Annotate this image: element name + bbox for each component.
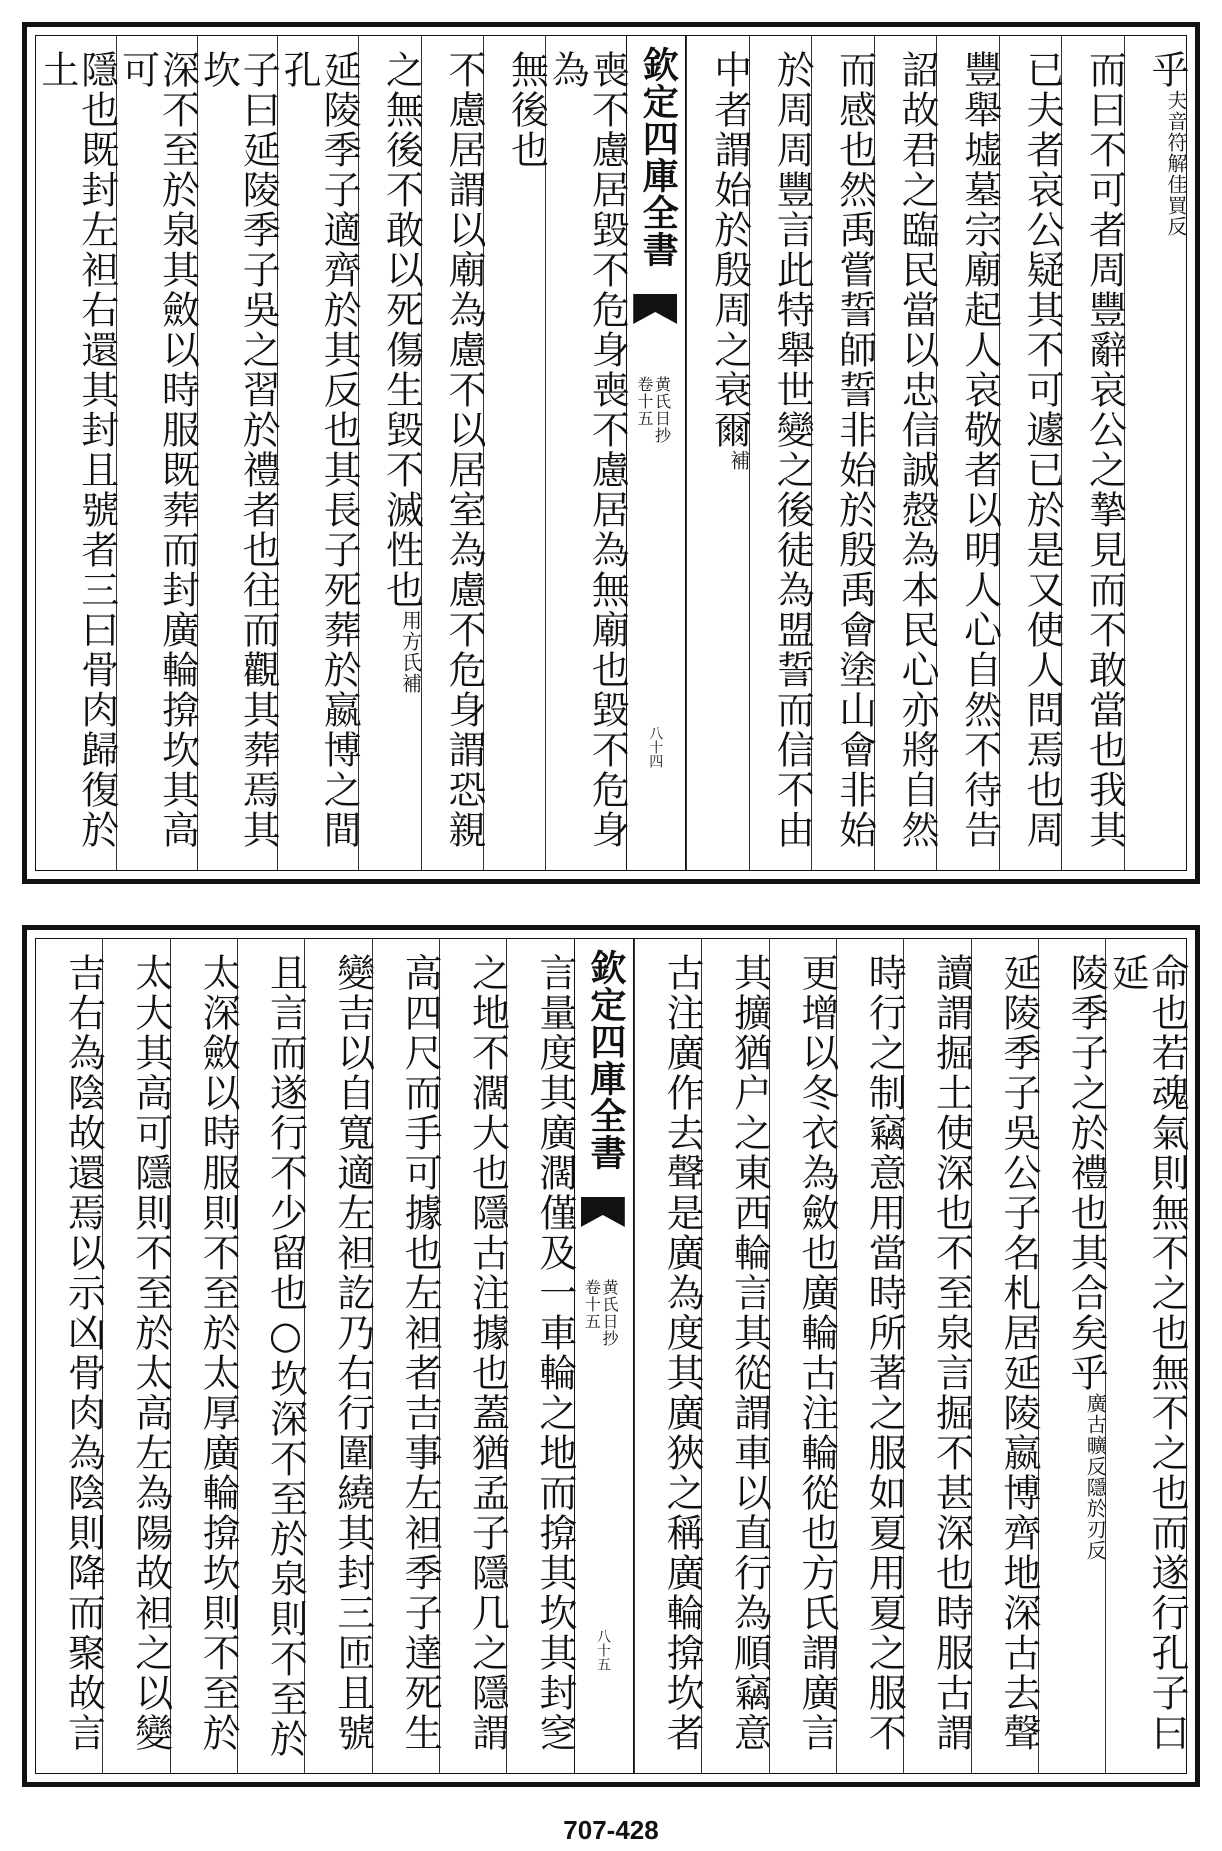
text-column	[1061, 36, 1127, 870]
column-text: 讀謂掘土使深也不至泉言掘不甚深也時服古謂	[929, 953, 974, 1753]
text-column	[170, 939, 241, 1773]
text-column	[545, 36, 630, 870]
leaf-number: 八十五	[594, 1629, 611, 1671]
text-column	[102, 939, 173, 1773]
text-column	[1105, 939, 1189, 1773]
column-text: 更增以冬衣為斂也廣輪古注輪從也方氏謂廣言	[794, 953, 839, 1753]
column-text: 之無後不敢以死傷生毀不滅性也	[379, 50, 424, 610]
column-text: 陵季子之於禮也其合矣乎	[1064, 953, 1109, 1393]
column-text: 不慮居謂以廟為慮不以居室為慮不危身謂恐親	[442, 50, 486, 850]
text-column	[277, 36, 362, 870]
fishtail-mark-icon	[581, 1197, 625, 1227]
column-text: 已夫者哀公疑其不可遽已於是又使人問焉也周	[1020, 50, 1065, 850]
column-text: 延陵季子適齊於其反也其長子死葬於嬴博之間孔	[277, 50, 362, 850]
column-text: 隱也既封左袒右還其封且號者三曰骨肉歸復於土	[34, 50, 119, 850]
column-text: 之地不濶大也隱古注據也蓋猶孟子隱几之隱謂	[465, 953, 510, 1753]
column-text: 言量度其廣濶僅及一車輪之地而揜其坎其封窆	[532, 953, 577, 1753]
text-column	[372, 939, 443, 1773]
column-text: 其擴猶户之東西輪言其從謂車以直行為順竊意	[727, 953, 772, 1753]
text-column	[237, 939, 308, 1773]
text-column	[439, 939, 510, 1773]
interlinear-annotation: 夫音符解佳買反	[1164, 90, 1188, 237]
column-text: 而感也然禹嘗誓師誓非始於殷禹會塗山會非始	[832, 50, 877, 850]
fishtail-mark-icon	[633, 294, 677, 324]
text-column	[769, 939, 839, 1773]
column-text: 而曰不可者周豐辭哀公之摯見而不敢當也我其	[1082, 50, 1127, 850]
column-text: 子曰延陵季子吳之習於禮者也往而觀其葬焉其坎	[196, 50, 281, 850]
column-text: 豐舉墟墓宗廟起人哀敬者以明人心自然不待告	[957, 50, 1002, 850]
column-text: 太大其高可隱則不至於太高左為陽故袒之以變	[128, 953, 173, 1753]
text-column	[836, 939, 907, 1773]
text-column	[1038, 939, 1109, 1773]
text-column	[903, 939, 974, 1773]
text-column	[304, 939, 375, 1773]
upper-page-columns	[35, 35, 1187, 871]
text-column	[701, 939, 772, 1773]
column-text: 深不至於泉其斂以時服既葬而封廣輪揜坎其高可	[115, 50, 200, 850]
interlinear-annotation: 用方氏補	[398, 610, 423, 694]
column-text: 古注廣作去聲是廣為度其廣狹之稱廣輪揜坎者	[660, 953, 705, 1753]
text-column	[971, 939, 1041, 1773]
text-column	[115, 36, 200, 870]
text-column	[196, 36, 281, 870]
text-column	[421, 36, 486, 870]
center-fold-margin	[574, 939, 634, 1773]
text-column	[483, 36, 549, 870]
column-text: 中者謂始於殷周之衰爾	[707, 50, 752, 450]
lower-page-columns	[35, 938, 1187, 1774]
text-column	[749, 36, 815, 870]
column-text: 太深斂以時服則不至於太厚廣輪揜坎則不至於	[196, 953, 241, 1753]
text-column	[1124, 36, 1189, 870]
text-column	[358, 36, 424, 870]
volume-number: 卷十五	[634, 376, 654, 427]
leaf-number: 八十四	[647, 726, 664, 768]
collection-title: 欽定四庫全書	[637, 46, 680, 268]
column-text: 且言而遂行不少留也○坎深不至於泉則不至於	[263, 953, 308, 1759]
column-text: 命也若魂氣則無不之也無不之也而遂行孔子曰延	[1105, 953, 1189, 1753]
text-column	[506, 939, 577, 1773]
book-volume-label	[635, 376, 670, 444]
text-column	[634, 939, 705, 1773]
text-column	[34, 36, 119, 870]
column-text: 詔故君之臨民當以忠信誠慤為本民心亦將自然	[895, 50, 940, 850]
lower-page	[22, 925, 1200, 1787]
column-text: 高四尺而手可據也左袒者吉事左袒季子達死生	[398, 953, 443, 1753]
interlinear-annotation: 補	[726, 450, 751, 471]
text-column	[874, 36, 940, 870]
column-text: 延陵季子吳公子名札居延陵嬴博齊地深古去聲	[996, 953, 1041, 1753]
center-fold-margin	[626, 36, 686, 870]
column-text: 變吉以自寬適左袒訖乃右行圍繞其封三匝且號	[330, 953, 375, 1753]
column-text: 時行之制竊意用當時所著之服如夏用夏之服不	[862, 953, 907, 1753]
volume-number: 卷十五	[582, 1279, 602, 1330]
interlinear-annotation: 廣古曠反隱於刃反	[1083, 1393, 1108, 1561]
book-title: 黄氏日抄	[600, 1279, 619, 1347]
text-column	[36, 939, 106, 1773]
column-text: 喪不慮居毀不危身喪不慮居為無廟也毀不危身為	[545, 50, 630, 850]
collection-title: 欽定四庫全書	[584, 949, 627, 1171]
text-column	[811, 36, 877, 870]
book-title: 黄氏日抄	[652, 376, 672, 444]
column-text: 無後也	[504, 50, 549, 170]
text-column	[936, 36, 1002, 870]
upper-page	[22, 22, 1200, 884]
page-footer-number: 707-428	[563, 1815, 659, 1845]
column-text: 乎	[1145, 50, 1189, 90]
text-column	[999, 36, 1065, 870]
column-text: 吉右為陰故還焉以示凶骨肉為陰則降而聚故言	[61, 953, 106, 1753]
text-column	[686, 36, 752, 870]
column-text: 於周周豐言此特舉世變之後徒為盟誓而信不由	[770, 50, 815, 850]
book-volume-label	[583, 1279, 618, 1347]
